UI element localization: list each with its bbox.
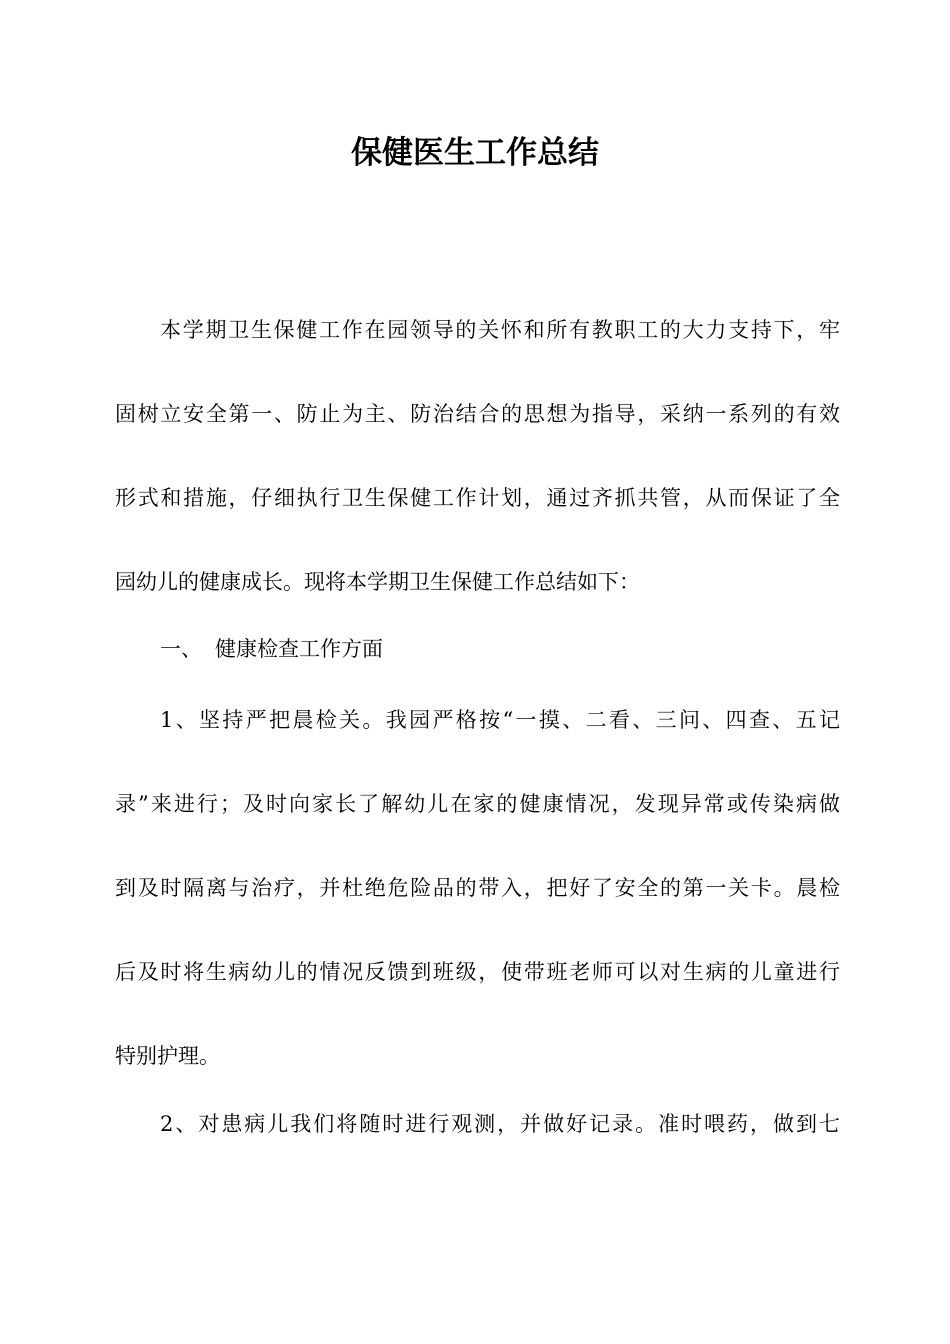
item1-line-5: 特别护理。 xyxy=(115,1044,220,1068)
section-heading-text: 健康检查工作方面 xyxy=(215,637,383,661)
intro-line-4: 园幼儿的健康成长。现将本学期卫生保健工作总结如下： xyxy=(115,570,640,594)
intro-line-3: 形式和措施，仔细执行卫生保健工作计划，通过齐抓共管，从而保证了全 xyxy=(115,486,840,510)
section-heading xyxy=(160,635,383,663)
item1-line-1: 1、坚持严把晨检关。我园严格按“一摸、二看、三问、四查、五记 xyxy=(160,708,840,732)
item1-line-2: 录”来进行；及时向家长了解幼儿在家的健康情况，发现异常或传染病做 xyxy=(115,792,840,816)
intro-line-1: 本学期卫生保健工作在园领导的关怀和所有教职工的大力支持下，牢 xyxy=(160,318,840,342)
item1-line-3: 到及时隔离与治疗，并杜绝危险品的带入，把好了安全的第一关卡。晨检 xyxy=(115,876,840,900)
section-number: 一、 xyxy=(160,637,202,661)
document-title: 保健医生工作总结 xyxy=(351,135,599,171)
item1-line-4: 后及时将生病幼儿的情况反馈到班级，使带班老师可以对生病的儿童进行 xyxy=(115,960,840,984)
intro-line-2: 固树立安全第一、防止为主、防治结合的思想为指导，采纳一系列的有效 xyxy=(115,402,840,426)
item2-line-1: 2、对患病儿我们将随时进行观测，并做好记录。准时喂药，做到七 xyxy=(160,1112,840,1136)
